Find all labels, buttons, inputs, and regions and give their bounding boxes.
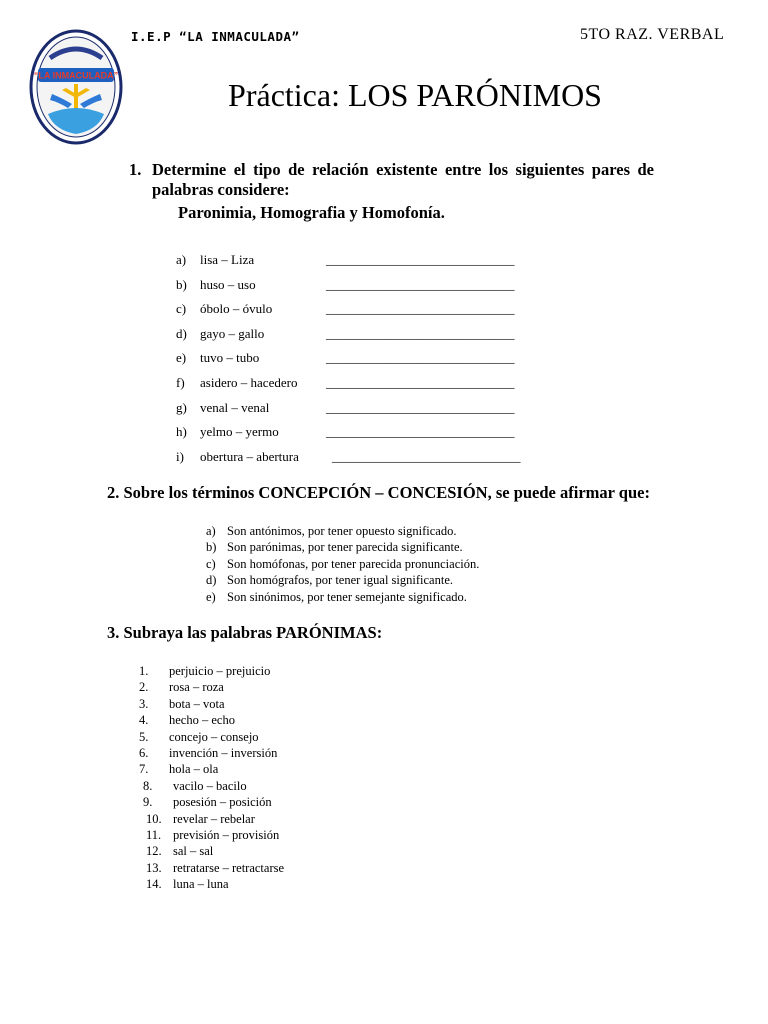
item-letter: d) xyxy=(176,325,187,341)
question-1 xyxy=(129,160,654,222)
question-number: 1. xyxy=(129,160,142,179)
item-letter: h) xyxy=(176,424,187,440)
item-words: obertura – abertura xyxy=(200,448,299,464)
item-words: retratarse – retractarse xyxy=(173,860,285,875)
item-letter: i) xyxy=(176,448,184,464)
item-words: rosa – roza xyxy=(169,680,224,695)
answer-blank[interactable]: _____________________________ xyxy=(332,448,521,464)
option-letter: b) xyxy=(206,540,217,555)
item-words: posesión – posición xyxy=(173,795,272,810)
question-2: 2. Sobre los términos CONCEPCIÓN – CONCESIÓN, se puede afirmar que: xyxy=(107,483,650,502)
answer-blank[interactable]: _____________________________ xyxy=(326,301,515,317)
item-letter: e) xyxy=(176,350,187,366)
item-letter: b) xyxy=(176,276,187,292)
question-3: 3. Subraya las palabras PARÓNIMAS: xyxy=(107,623,383,642)
item-number: 11. xyxy=(146,827,162,842)
school-name: I.E.P “LA INMACULADA” xyxy=(131,29,300,44)
option-text: Son homófonas, por tener parecida pronunciación. xyxy=(227,556,480,571)
option-item xyxy=(206,523,479,539)
answer-blank[interactable]: _____________________________ xyxy=(326,252,515,267)
item-number: 3. xyxy=(139,696,149,711)
item-words: yelmo – yermo xyxy=(200,424,279,440)
item-words: perjuicio – prejuicio xyxy=(169,664,271,678)
item-words: previsión – provisión xyxy=(173,827,280,842)
option-item xyxy=(206,589,479,605)
item-letter: c) xyxy=(176,301,187,317)
question-subtext: Paronimia, Homografia y Homofonía. xyxy=(178,203,445,222)
option-letter: a) xyxy=(206,524,216,538)
logo-text: “LA INMACULADA” xyxy=(33,70,119,81)
item-words: hola – ola xyxy=(169,762,219,777)
item-letter: a) xyxy=(176,252,187,267)
item-words: revelar – rebelar xyxy=(173,811,255,826)
answer-blank[interactable]: _____________________________ xyxy=(326,325,515,341)
option-letter: c) xyxy=(206,556,216,571)
answer-blank[interactable]: _____________________________ xyxy=(326,399,515,415)
option-text: Son homógrafos, por tener igual significante. xyxy=(227,573,453,588)
course-label: 5TO RAZ. VERBAL xyxy=(580,26,725,43)
answer-blank[interactable]: _____________________________ xyxy=(326,350,515,366)
item-number: 2. xyxy=(139,680,149,695)
item-words: luna – luna xyxy=(173,877,229,892)
question-text: Determine el tipo de relación existente entre los siguientes pares de palabras considere: xyxy=(152,160,654,199)
item-words: bota – vota xyxy=(169,696,225,711)
option-item xyxy=(206,539,479,555)
item-number: 5. xyxy=(139,729,149,744)
answer-blank[interactable]: _____________________________ xyxy=(326,276,515,292)
option-text: Son antónimos, por tener opuesto significado. xyxy=(227,524,457,538)
item-words: lisa – Liza xyxy=(200,252,255,267)
item-words: tuvo – tubo xyxy=(200,350,260,366)
item-number: 14. xyxy=(146,877,162,892)
item-words: huso – uso xyxy=(200,276,256,292)
item-letter: g) xyxy=(176,399,187,415)
item-number: 1. xyxy=(139,664,149,678)
item-number: 4. xyxy=(139,713,149,728)
option-item xyxy=(206,572,479,588)
item-words: concejo – consejo xyxy=(169,729,259,744)
answer-blank[interactable]: _____________________________ xyxy=(326,375,515,390)
item-number: 12. xyxy=(146,844,162,859)
option-letter: e) xyxy=(206,589,216,604)
item-words: venal – venal xyxy=(200,399,270,415)
item-words: asidero – hacedero xyxy=(200,375,298,390)
option-text: Son sinónimos, por tener semejante significado. xyxy=(227,589,467,604)
answer-blank[interactable]: _____________________________ xyxy=(326,424,515,440)
option-text: Son parónimas, por tener parecida significante. xyxy=(227,540,463,555)
item-words: gayo – gallo xyxy=(200,325,265,341)
item-number: 6. xyxy=(139,745,149,760)
item-words: sal – sal xyxy=(173,844,214,859)
item-words: óbolo – óvulo xyxy=(200,301,273,317)
item-words: hecho – echo xyxy=(169,713,235,728)
option-letter: d) xyxy=(206,573,217,588)
item-number: 10. xyxy=(146,811,162,826)
item-words: invención – inversión xyxy=(169,745,278,760)
page-title: Práctica: LOS PARÓNIMOS xyxy=(228,77,602,113)
item-number: 13. xyxy=(146,860,162,875)
item-number: 9. xyxy=(143,795,153,810)
item-number: 8. xyxy=(143,778,153,793)
option-item xyxy=(206,556,479,572)
options-list xyxy=(206,523,479,605)
item-number: 7. xyxy=(139,762,149,777)
item-letter: f) xyxy=(176,375,185,390)
item-words: vacilo – bacilo xyxy=(173,778,247,793)
